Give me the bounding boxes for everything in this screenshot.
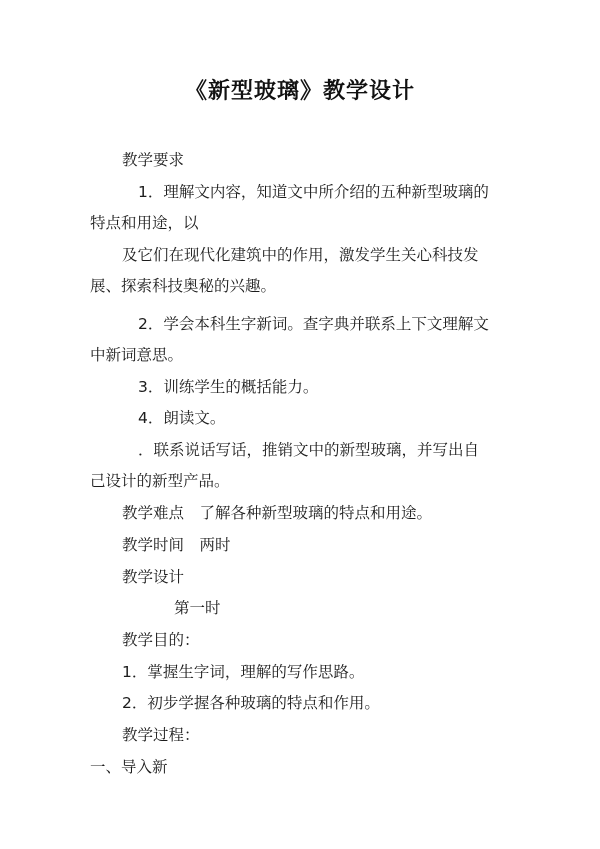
section-heading-design: 教学设计	[122, 568, 185, 586]
paragraph-line: 1．理解文内容，知道文中所介绍的五种新型玻璃的	[138, 183, 489, 201]
paragraph-line: 4．朗读文。	[138, 409, 226, 427]
paragraph-line: 及它们在现代化建筑中的作用，激发学生关心科技发	[122, 246, 479, 264]
section-heading-process: 教学过程：	[122, 726, 200, 744]
paragraph-line: 己设计的新型产品。	[90, 472, 230, 490]
paragraph-line: 一、导入新	[90, 758, 168, 776]
lesson-heading: 第一时	[174, 599, 221, 617]
paragraph-line: 特点和用途，以	[90, 214, 199, 232]
teaching-difficulty: 教学难点 了解各种新型玻璃的特点和用途。	[122, 504, 433, 522]
paragraph-line: 3．训练学生的概括能力。	[138, 378, 319, 396]
paragraph-line: 展、探索科技奥秘的兴趣。	[90, 277, 277, 295]
section-heading-objectives: 教学目的：	[122, 631, 200, 649]
paragraph-line: 1．掌握生字词，理解的写作思路。	[122, 663, 365, 681]
paragraph-line: ．联系说话写话，推销文中的新型玻璃，并写出自	[138, 441, 480, 459]
section-heading-requirements: 教学要求	[122, 151, 185, 169]
teaching-time: 教学时间 两时	[122, 536, 231, 554]
paragraph-line: 中新词意思。	[90, 346, 184, 364]
document-title: 《新型玻璃》教学设计	[184, 79, 415, 104]
paragraph-line: 2．学会本科生字新词。查字典并联系上下文理解文	[138, 315, 489, 333]
paragraph-line: 2．初步学握各种玻璃的特点和作用。	[122, 694, 380, 712]
